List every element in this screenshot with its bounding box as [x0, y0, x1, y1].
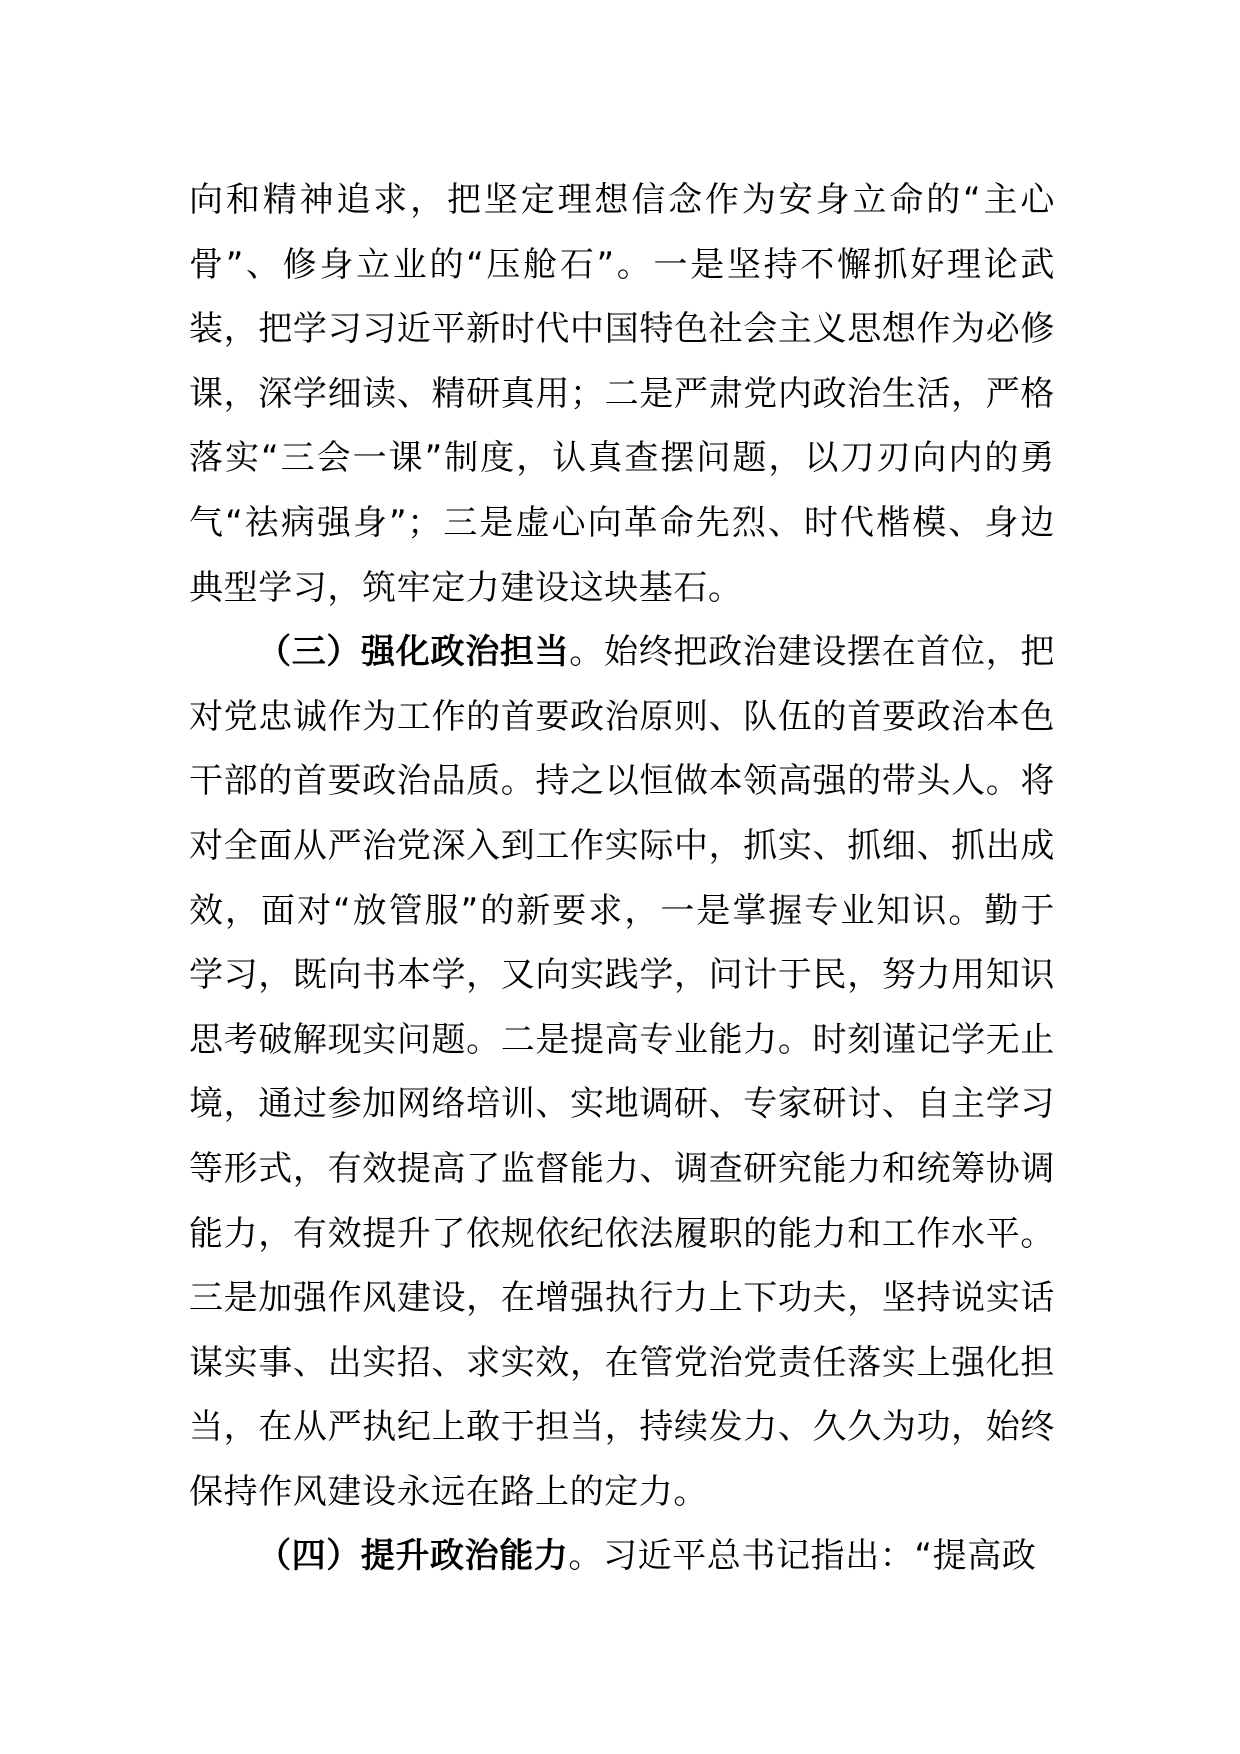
paragraph-improve-political-ability	[189, 1524, 1055, 1589]
paragraph-strengthen-political-responsibility	[189, 620, 1055, 1524]
paragraph-text: 。始终把政治建设摆在首位，把对党忠诚作为工作的首要政治原则、队伍的首要政治本色干部的首要政治品质。持之以恒做本领高强的带头人。将对全面从严治党深入到工作实际中，抓实、抓细、抓出成效，面对“放管服”的新要求，一是掌握专业知识。勤于学习，既向书本学，又向实践学，问计于民，努力用知识思考破解现实问题。二是提高专业能力。时刻谨记学无止境，通过参加网络培训、实地调研、专家研讨、自主学习等形式，有效提高了监督能力、调查研究能力和统筹协调能力，有效提升了依规依纪依法履职的能力和工作水平。三是加强作风建设，在增强执行力上下功夫，坚持说实话谋实事、出实招、求实效，在管党治党责任落实上强化担当，在从严执纪上敢于担当，持续发力、久久为功，始终保持作风建设永远在路上的定力。	[189, 632, 1055, 1512]
paragraph-continuation	[189, 168, 1055, 620]
paragraph-text: 向和精神追求，把坚定理想信念作为安身立命的“主心骨”、修身立业的“压舱石”。一是坚持不懈抓好理论武装，把学习习近平新时代中国特色社会主义思想作为必修课，深学细读、精研真用；二是严肃党内政治生活，严格落实“三会一课”制度，认真查摆问题，以刀刃向内的勇气“祛病强身”；三是虚心向革命先烈、时代楷模、身边典型学习，筑牢定力建设这块基石。	[189, 180, 1055, 608]
paragraph-text: 。习近平总书记指出：“提高政	[568, 1536, 1037, 1577]
document-body	[189, 168, 1055, 1589]
section-heading-four: （四）提升政治能力	[257, 1536, 569, 1577]
section-heading-three: （三）强化政治担当	[257, 632, 570, 673]
